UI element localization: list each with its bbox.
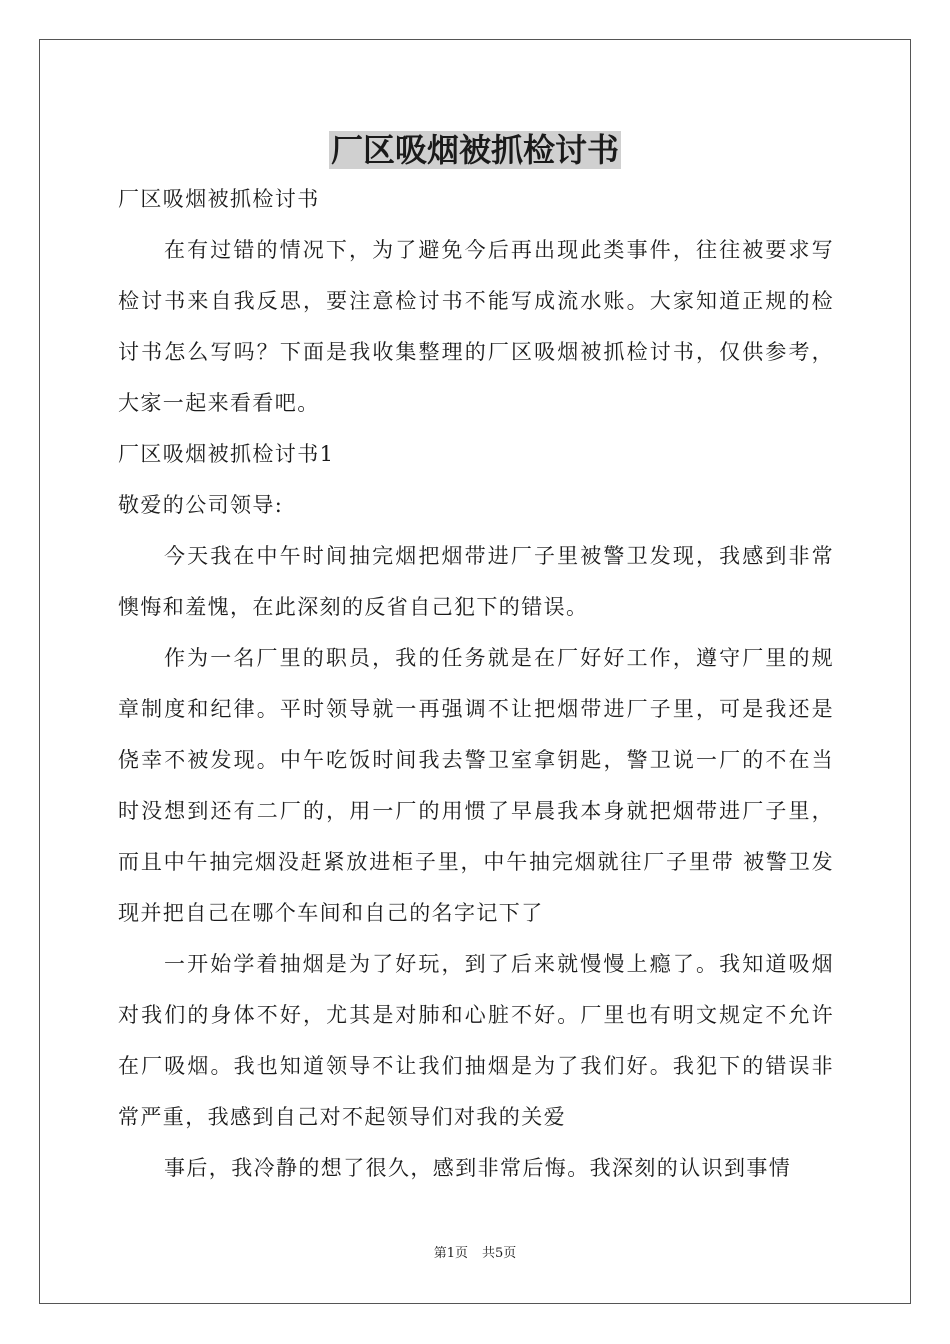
paragraph: 厂区吸烟被抓检讨书 — [118, 187, 320, 211]
page-number: 第1页 — [433, 1246, 468, 1261]
paragraph: 敬爱的公司领导: — [118, 493, 284, 517]
document-body — [118, 174, 834, 1194]
paragraph: 一开始学着抽烟是为了好玩，到了后来就慢慢上瘾了。我知道吸烟对我们的身体不好，尤其是对肺和心脏不好。厂里也有明文规定不允许在厂吸烟。我也知道领导不让我们抽烟是为了我们好。我犯下的错误非常严重，我感到自己对不起领导们对我的关爱 — [118, 952, 834, 1129]
document-title — [0, 125, 950, 175]
paragraph: 作为一名厂里的职员，我的任务就是在厂好好工作，遵守厂里的规章制度和纪律。平时领导就一再强调不让把烟带进厂子里，可是我还是侥幸不被发现。中午吃饭时间我去警卫室拿钥匙，警卫说一厂的不在当时没想到还有二厂的，用一厂的用惯了早晨我本身就把烟带进厂子里，而且中午抽完烟没赶紧放进柜子里，中午抽完烟就往厂子里带 被警卫发现并把自己在哪个车间和自己的名字记下了 — [118, 646, 834, 925]
paragraph: 厂区吸烟被抓检讨书1 — [118, 442, 335, 466]
paragraph: 事后，我冷静的想了很久，感到非常后悔。我深刻的认识到事情 — [164, 1156, 792, 1180]
document-title-text: 厂区吸烟被抓检讨书 — [330, 131, 619, 169]
paragraph: 今天我在中午时间抽完烟把烟带进厂子里被警卫发现，我感到非常懊悔和羞愧，在此深刻的反省自己犯下的错误。 — [118, 544, 834, 619]
page-total: 共5页 — [482, 1246, 517, 1261]
paragraph: 在有过错的情况下，为了避免今后再出现此类事件，往往被要求写检讨书来自我反思，要注意检讨书不能写成流水账。大家知道正规的检讨书怎么写吗？下面是我收集整理的厂区吸烟被抓检讨书，仅供参考，大家一起来看看吧。 — [118, 238, 834, 415]
page-footer — [0, 1244, 950, 1264]
